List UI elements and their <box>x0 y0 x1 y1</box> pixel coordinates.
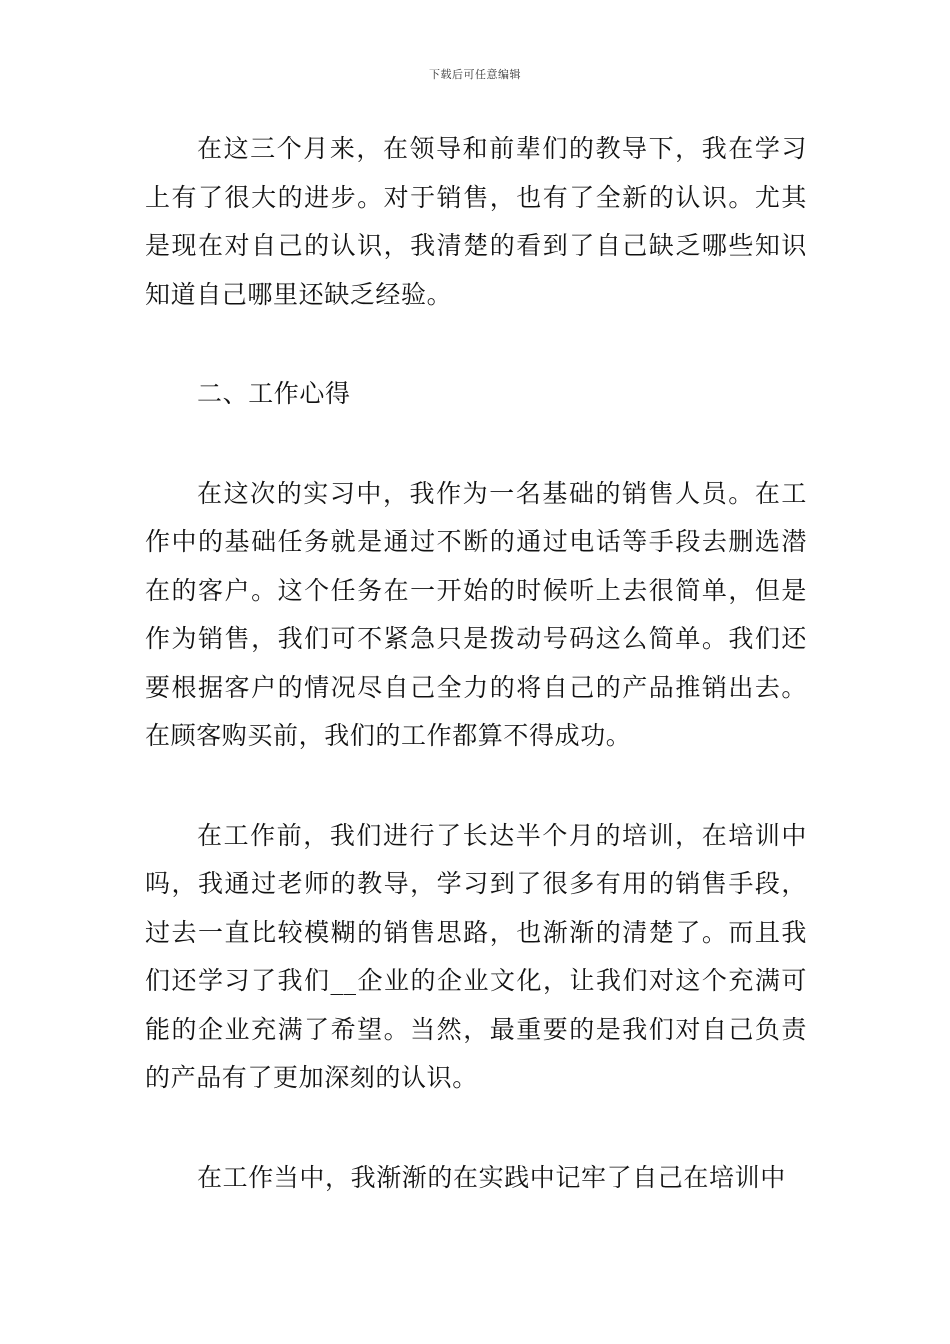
paragraph-gap <box>145 319 807 370</box>
paragraph-gap <box>145 761 807 812</box>
section-heading-work-insights: 二、工作心得 <box>197 379 351 408</box>
paragraph-practice: 在工作当中，我渐渐的在实践中记牢了自己在培训中 <box>197 1162 786 1192</box>
document-body <box>145 125 807 1202</box>
paragraph-internship-role: 在这次的实习中，我作为一名基础的销售人员。在工作中的基础任务就是通过不断的通过电话等手段去删选潜在的客户。这个任务在一开始的时候听上去很简单，但是作为销售，我们可不紧急只是拨动号码这么简单。我们还要根据客户的情况尽自己全力的将自己的产品推销出去。在顾客购买前，我们的工作都算不得成功。 <box>145 478 807 750</box>
paragraph-gap <box>145 1103 807 1154</box>
paragraph-progress: 在这三个月来，在领导和前辈们的教导下，我在学习上有了很大的进步。对于销售，也有了全新的认识。尤其是现在对自己的认识，我清楚的看到了自己缺乏哪些知识知道自己哪里还缺乏经验。 <box>145 134 807 309</box>
header-note: 下载后可任意编辑 <box>429 68 521 81</box>
paragraph-training: 在工作前，我们进行了长达半个月的培训，在培训中吗，我通过老师的教导，学习到了很多有用的销售手段，过去一直比较模糊的销售思路，也渐渐的清楚了。而且我们还学习了我们__企业的企业文化，让我们对这个充满可能的企业充满了希望。当然，最重要的是我们对自己负责的产品有了更加深刻的认识。 <box>145 820 807 1092</box>
paragraph-gap <box>145 419 807 470</box>
